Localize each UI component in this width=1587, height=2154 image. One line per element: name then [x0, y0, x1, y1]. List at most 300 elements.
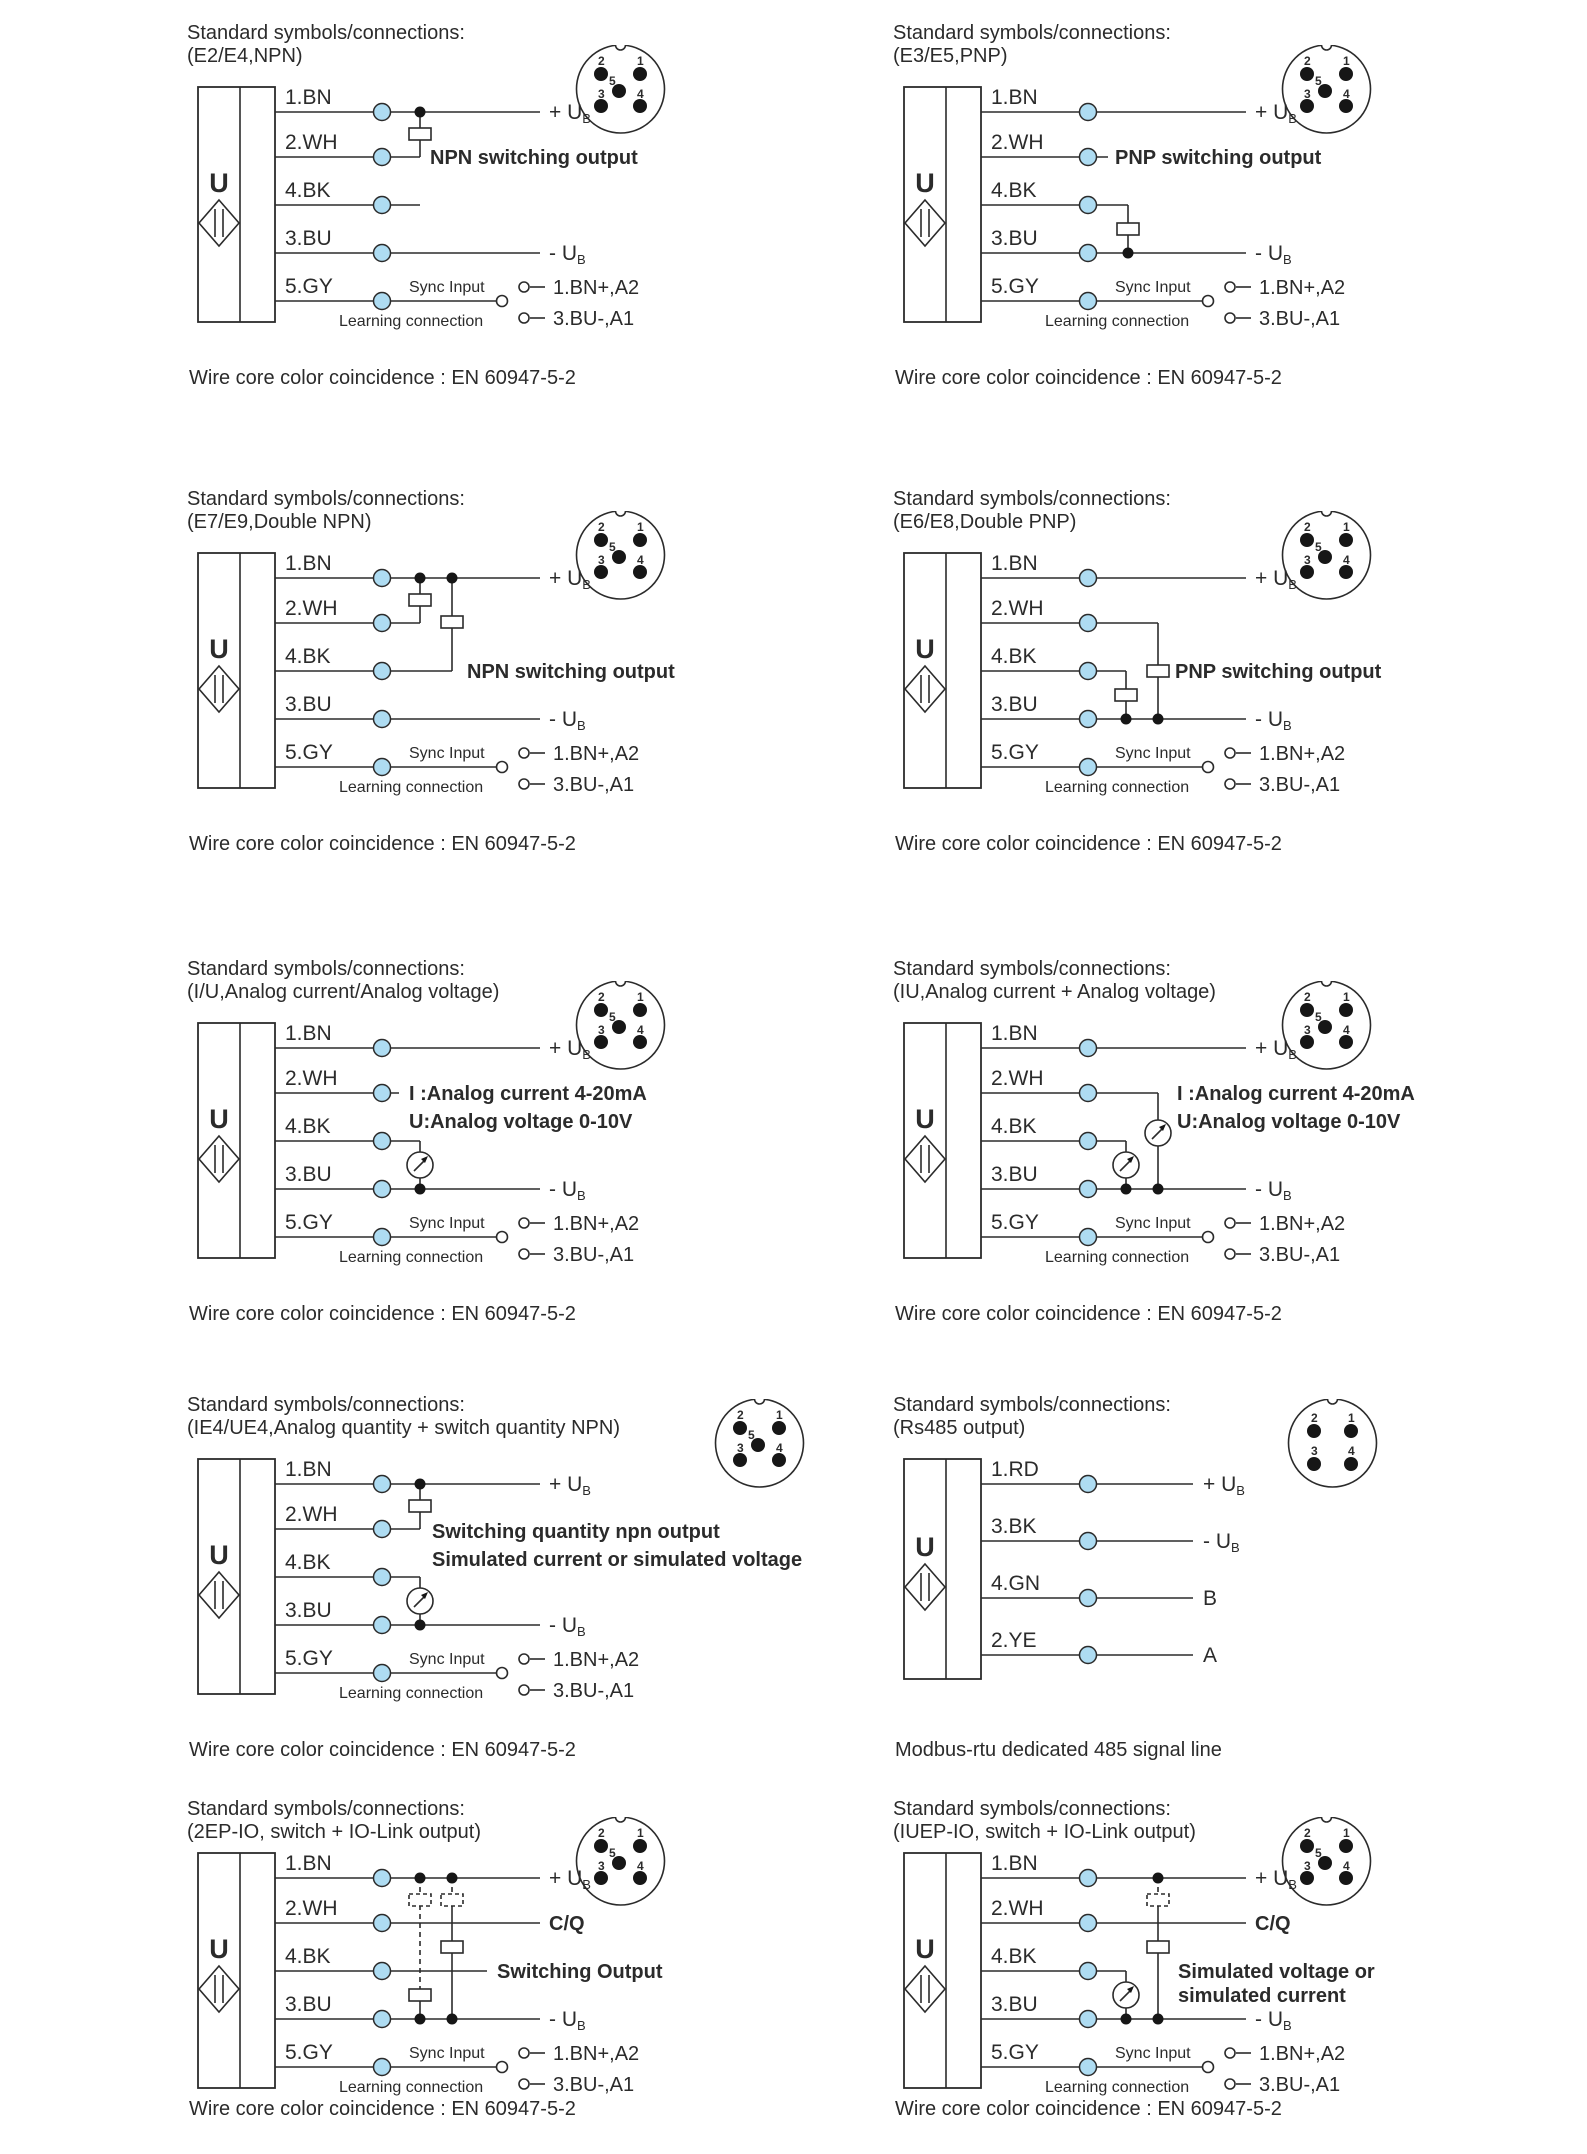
open-terminal	[1203, 762, 1214, 773]
meter-icon	[407, 1588, 433, 1614]
sensor-symbol	[904, 87, 981, 322]
sync-input-label: Sync Input	[409, 279, 485, 296]
terminal-dot	[1080, 711, 1097, 728]
resistor-box	[409, 1500, 431, 1512]
sensor-label: U	[915, 634, 935, 664]
terminal-dot	[374, 1963, 391, 1980]
sync-block	[275, 1211, 639, 1266]
wire-label: 5.GY	[991, 1211, 1039, 1234]
wire-label: 2.WH	[991, 597, 1044, 620]
sync-input-label: Sync Input	[1115, 745, 1191, 762]
wire-label: 4.BK	[285, 1115, 331, 1138]
panel-subtitle: (E7/E9,Double NPN)	[187, 511, 372, 533]
resistor-box-dashed	[441, 1894, 463, 1906]
open-terminal	[519, 2048, 529, 2058]
panel-footer: Wire core color coincidence : EN 60947-5-2	[895, 1303, 1282, 1325]
wire-4gn	[981, 1572, 1193, 1607]
pin-number: 2	[737, 1408, 744, 1422]
panel-footer: Wire core color coincidence : EN 60947-5-2	[895, 833, 1282, 855]
minus-ub-label: - UB	[549, 2008, 586, 2033]
terminal-dot	[1080, 1647, 1097, 1664]
pin-number: 3	[598, 1859, 605, 1873]
plus-ub-label: + UB	[1255, 1867, 1297, 1892]
pin-number: 4	[1343, 1023, 1350, 1037]
sensor-symbol	[198, 1853, 275, 2088]
terminal-dot	[374, 1665, 391, 1682]
plus-ub-label: + UB	[549, 101, 591, 126]
panel-subtitle: (E2/E4,NPN)	[187, 45, 303, 67]
minus-ub-label: - UB	[1203, 1530, 1240, 1555]
open-terminal	[1203, 1232, 1214, 1243]
terminal-dot	[374, 1476, 391, 1493]
sync-target-1: 1.BN+,A2	[553, 2043, 640, 2065]
sensor-label: U	[209, 1540, 229, 1570]
sync-target-2: 3.BU-,A1	[1259, 308, 1341, 330]
panel-iu-analog-plus	[893, 958, 1587, 1398]
sensor-label: U	[209, 634, 229, 664]
wire-3bk	[981, 1515, 1193, 1550]
wire-3bu	[275, 693, 540, 728]
panel-title: Standard symbols/connections:	[893, 22, 1171, 44]
sync-target-1: 1.BN+,A2	[1259, 743, 1346, 765]
panel-rs485	[893, 1394, 1587, 1834]
pin-number: 3	[1311, 1444, 1318, 1458]
pin-number: 4	[637, 1859, 644, 1873]
open-terminal	[1225, 2079, 1235, 2089]
wire-label: 3.BU	[285, 1163, 332, 1186]
terminal-dot	[374, 2059, 391, 2076]
sync-target-2: 3.BU-,A1	[553, 1680, 635, 1702]
sync-target-1: 1.BN+,A2	[1259, 277, 1346, 299]
open-terminal	[519, 748, 529, 758]
meter-icon	[1113, 1152, 1139, 1178]
meter-icon	[1145, 1120, 1171, 1146]
wire-label: 2.WH	[285, 131, 338, 154]
pin-number: 5	[609, 74, 616, 88]
junction-dot	[1153, 1184, 1164, 1195]
open-terminal	[1203, 2062, 1214, 2073]
plus-ub-label: + UB	[549, 1867, 591, 1892]
learning-connection-label: Learning connection	[339, 1249, 484, 1266]
open-terminal	[497, 1232, 508, 1243]
wire-label: 5.GY	[991, 2041, 1039, 2064]
resistor-box	[409, 128, 431, 140]
plus-ub-label: + UB	[1255, 1037, 1297, 1062]
open-terminal	[497, 762, 508, 773]
panel-footer: Wire core color coincidence : EN 60947-5-2	[895, 367, 1282, 389]
junction-dot	[447, 2014, 458, 2025]
panel-subtitle: (2EP-IO, switch + IO-Link output)	[187, 1821, 481, 1843]
sensor-symbol	[904, 1853, 981, 2088]
sync-input-label: Sync Input	[409, 1651, 485, 1668]
sync-block	[275, 1647, 639, 1702]
learning-connection-label: Learning connection	[1045, 1249, 1190, 1266]
wire-label: 1.BN	[991, 552, 1038, 575]
wire-label: 4.BK	[991, 1945, 1037, 1968]
wiring-diagram	[893, 62, 1587, 362]
terminal-dot	[1080, 1533, 1097, 1550]
wire-label: 1.RD	[991, 1458, 1039, 1481]
wire-4bk	[981, 1115, 1126, 1150]
wire-3bu	[275, 227, 540, 262]
pin-number: 4	[1348, 1444, 1355, 1458]
pin-number: 5	[748, 1428, 755, 1442]
wire-label: 4.BK	[285, 645, 331, 668]
sync-block	[981, 2041, 1345, 2096]
wire-label: 2.YE	[991, 1629, 1037, 1652]
pin-number: 4	[1343, 553, 1350, 567]
panel-subtitle: (IU,Analog current + Analog voltage)	[893, 981, 1216, 1003]
wire-label: 4.BK	[285, 1945, 331, 1968]
sensor-symbol	[198, 1459, 275, 1694]
wiring-diagram	[187, 1434, 893, 1734]
panel-footer: Wire core color coincidence : EN 60947-5-2	[189, 833, 576, 855]
terminal-dot	[1080, 293, 1097, 310]
pin-dot-1	[772, 1421, 786, 1435]
wire-4bk	[275, 645, 452, 680]
panel-e7e9-double-npn	[187, 488, 893, 928]
sensor-symbol	[198, 553, 275, 788]
terminal-dot	[374, 1617, 391, 1634]
sync-input-label: Sync Input	[409, 2045, 485, 2062]
panel-iuep-io	[893, 1798, 1587, 2154]
terminal-dot	[1080, 1229, 1097, 1246]
wire-label: 3.BU	[285, 693, 332, 716]
pin-number: 2	[1304, 520, 1311, 534]
wire-2wh	[275, 131, 420, 166]
annotation: PNP switching output	[1115, 147, 1322, 169]
sync-input-label: Sync Input	[409, 1215, 485, 1232]
wiring-diagram	[893, 1828, 1587, 2128]
pin-number: 1	[637, 990, 644, 1004]
wire-2wh	[275, 1067, 399, 1102]
panel-footer: Wire core color coincidence : EN 60947-5-2	[189, 2098, 576, 2120]
cq-label: C/Q	[549, 1913, 585, 1935]
junction-dot	[1121, 714, 1132, 725]
wire-label: 1.BN	[285, 1852, 332, 1875]
open-terminal	[1225, 779, 1235, 789]
wire-1bn	[275, 552, 540, 587]
open-terminal	[1225, 1218, 1235, 1228]
open-terminal	[1203, 296, 1214, 307]
pin-number: 1	[1343, 990, 1350, 1004]
pin-number: 2	[1304, 54, 1311, 68]
wiring-diagram	[893, 1434, 1587, 1734]
annotation: Simulated voltage or	[1178, 1961, 1375, 1983]
open-terminal	[1225, 282, 1235, 292]
sync-block	[981, 1211, 1345, 1266]
sync-target-1: 1.BN+,A2	[553, 277, 640, 299]
wire-4bk	[275, 1115, 420, 1150]
terminal-dot	[374, 1085, 391, 1102]
terminal-dot	[1080, 1181, 1097, 1198]
wire-label: 3.BU	[991, 227, 1038, 250]
minus-ub-label: - UB	[549, 1178, 586, 1203]
terminal-dot	[1080, 1870, 1097, 1887]
panel-ie4ue4	[187, 1394, 893, 1834]
wire-2wh	[981, 1067, 1158, 1102]
wiring-diagram	[187, 62, 893, 362]
wire-2ye	[981, 1629, 1193, 1664]
resistor-box	[441, 1941, 463, 1953]
wire-1bn	[981, 1022, 1246, 1057]
wire-1bn	[275, 86, 540, 121]
wire-label: 4.BK	[285, 179, 331, 202]
analog-meter-component	[1113, 1971, 1139, 2025]
pin-number: 5	[1315, 540, 1322, 554]
terminal-dot	[1080, 2059, 1097, 2076]
wire-label: 5.GY	[285, 2041, 333, 2064]
resistor-box-dashed	[1147, 1894, 1169, 1906]
sync-input-label: Sync Input	[1115, 279, 1191, 296]
open-terminal	[497, 1668, 508, 1679]
panel-title: Standard symbols/connections:	[893, 488, 1171, 510]
panel-title: Standard symbols/connections:	[187, 1394, 465, 1416]
wire-4bk	[275, 179, 420, 214]
wire-label: 5.GY	[285, 275, 333, 298]
terminal-dot	[1080, 1085, 1097, 1102]
wire-label: 5.GY	[285, 1647, 333, 1670]
minus-ub-label: - UB	[1255, 708, 1292, 733]
transducer-icon	[199, 1572, 239, 1618]
pin-number: 5	[609, 1846, 616, 1860]
panel-subtitle: (E3/E5,PNP)	[893, 45, 1008, 67]
junction-dot	[447, 573, 458, 584]
sync-target-1: 1.BN+,A2	[1259, 2043, 1346, 2065]
panel-e2e4-npn	[187, 22, 893, 462]
terminal-dot	[1080, 663, 1097, 680]
open-terminal	[1225, 2048, 1235, 2058]
resistor-box	[441, 616, 463, 628]
pin-number: 3	[598, 553, 605, 567]
annotation: U:Analog voltage 0-10V	[1177, 1111, 1401, 1133]
pin-number: 3	[1304, 1859, 1311, 1873]
sync-block	[981, 275, 1345, 330]
open-terminal	[497, 2062, 508, 2073]
resistor-box	[1147, 1941, 1169, 1953]
junction-dot	[415, 573, 426, 584]
open-terminal	[1225, 313, 1235, 323]
sync-block	[275, 275, 639, 330]
terminal-dot	[1080, 570, 1097, 587]
double-pnp-switch-component	[1115, 623, 1169, 725]
wire-label: 1.BN	[991, 86, 1038, 109]
wire-label: 1.BN	[285, 1458, 332, 1481]
annotation: U:Analog voltage 0-10V	[409, 1111, 633, 1133]
pin-number: 4	[637, 87, 644, 101]
junction-dot	[415, 1184, 426, 1195]
wire-label: 5.GY	[991, 275, 1039, 298]
junction-dot	[415, 107, 426, 118]
minus-ub-label: - UB	[1255, 2008, 1292, 2033]
sync-target-2: 3.BU-,A1	[1259, 2074, 1341, 2096]
npn-switch-component	[409, 1479, 431, 1530]
sensor-symbol	[904, 553, 981, 788]
annotation: Simulated current or simulated voltage	[432, 1549, 803, 1571]
terminal-dot	[374, 663, 391, 680]
wire-4bk	[981, 179, 1128, 214]
terminal-dot	[1080, 1915, 1097, 1932]
wire-label: 2.WH	[285, 1067, 338, 1090]
plus-ub-label: + UB	[1255, 101, 1297, 126]
resistor-box	[1147, 665, 1169, 677]
pin-number: 5	[1315, 74, 1322, 88]
wire-label: 2.WH	[991, 1067, 1044, 1090]
terminal-dot	[374, 1040, 391, 1057]
meter-icon	[1113, 1982, 1139, 2008]
learning-connection-label: Learning connection	[339, 1685, 484, 1702]
sensor-label: U	[915, 1104, 935, 1134]
wire-label: 5.GY	[285, 741, 333, 764]
sync-target-1: 1.BN+,A2	[553, 1213, 640, 1235]
transducer-icon	[905, 666, 945, 712]
wiring-diagram	[187, 1828, 893, 2128]
panel-subtitle: (IE4/UE4,Analog quantity + switch quantity NPN)	[187, 1417, 620, 1439]
sensor-label: U	[209, 1934, 229, 1964]
terminal-dot	[374, 293, 391, 310]
dual-analog-meter-component	[1113, 1093, 1171, 1195]
pin-number: 2	[1304, 990, 1311, 1004]
wire-label: 5.GY	[285, 1211, 333, 1234]
pin-number: 4	[1343, 87, 1350, 101]
wire-label: 2.WH	[991, 1897, 1044, 1920]
junction-dot	[415, 1873, 426, 1884]
meter-icon	[407, 1152, 433, 1178]
pin-number: 5	[1315, 1846, 1322, 1860]
wire-2wh	[275, 1503, 420, 1538]
open-terminal	[519, 282, 529, 292]
wire-3bu	[981, 693, 1246, 728]
panel-e6e8-double-pnp	[893, 488, 1587, 928]
terminal-dot	[1080, 1133, 1097, 1150]
transducer-icon	[199, 1966, 239, 2012]
panel-title: Standard symbols/connections:	[187, 1798, 465, 1820]
panel-subtitle: (E6/E8,Double PNP)	[893, 511, 1077, 533]
transducer-icon	[199, 666, 239, 712]
open-terminal	[519, 779, 529, 789]
pin-number: 3	[1304, 1023, 1311, 1037]
wiring-diagram	[187, 528, 893, 828]
terminal-dot	[374, 149, 391, 166]
npn-switch-component	[409, 107, 431, 158]
wire-2wh	[981, 1897, 1246, 1932]
sync-target-2: 3.BU-,A1	[1259, 1244, 1341, 1266]
wire-label: 3.BU	[991, 1163, 1038, 1186]
junction-dot	[447, 1873, 458, 1884]
io-link-switch-component	[1147, 1873, 1169, 2025]
sensor-label: U	[915, 168, 935, 198]
learning-connection-label: Learning connection	[1045, 779, 1190, 796]
resistor-box-dashed	[409, 1894, 431, 1906]
pin-number: 5	[609, 1010, 616, 1024]
sensor-label: U	[915, 1532, 935, 1562]
minus-ub-label: - UB	[1255, 1178, 1292, 1203]
plus-ub-label: + UB	[1203, 1473, 1245, 1498]
pin-number: 2	[1311, 1411, 1318, 1425]
panel-subtitle: (IUEP-IO, switch + IO-Link output)	[893, 1821, 1196, 1843]
annotation: I :Analog current 4-20mA	[1177, 1083, 1415, 1105]
sensor-label: U	[209, 168, 229, 198]
terminal-dot	[374, 1181, 391, 1198]
terminal-dot	[1080, 1963, 1097, 1980]
wire-label: 3.BU	[285, 1599, 332, 1622]
panel-subtitle: (Rs485 output)	[893, 1417, 1026, 1439]
wire-2wh	[981, 131, 1108, 166]
wire-2wh	[981, 597, 1158, 632]
panel-footer: Wire core color coincidence : EN 60947-5-2	[189, 1303, 576, 1325]
pin-number: 2	[598, 1826, 605, 1840]
wiring-diagram	[893, 998, 1587, 1298]
terminal-dot	[1080, 1476, 1097, 1493]
sensor-symbol	[198, 87, 275, 322]
terminal-dot	[1080, 615, 1097, 632]
pin-number: 1	[637, 54, 644, 68]
open-terminal	[519, 1249, 529, 1259]
wire-label: 4.BK	[991, 1115, 1037, 1138]
terminal-dot	[374, 711, 391, 728]
pin-number: 3	[598, 87, 605, 101]
learning-connection-label: Learning connection	[1045, 313, 1190, 330]
annotation: simulated current	[1178, 1985, 1346, 2007]
analog-meter-component	[407, 1577, 433, 1631]
wire-1bn	[275, 1022, 540, 1057]
wire-label: 1.BN	[285, 86, 332, 109]
signal-b-label: B	[1203, 1587, 1218, 1610]
pin-number: 1	[1343, 520, 1350, 534]
wire-4bk	[275, 1551, 420, 1586]
sync-block	[275, 741, 639, 796]
panel-subtitle: (I/U,Analog current/Analog voltage)	[187, 981, 500, 1003]
wire-1bn	[275, 1458, 540, 1493]
panel-footer: Modbus-rtu dedicated 485 signal line	[895, 1739, 1222, 1761]
pin-number: 1	[637, 520, 644, 534]
transducer-icon	[905, 200, 945, 246]
wire-2wh	[275, 1897, 540, 1932]
double-npn-switch-component	[409, 573, 463, 672]
wire-label: 3.BU	[285, 227, 332, 250]
junction-dot	[1123, 248, 1134, 259]
pin-dot-2	[733, 1421, 747, 1435]
pin-number: 3	[598, 1023, 605, 1037]
sync-target-1: 1.BN+,A2	[1259, 1213, 1346, 1235]
pin-number: 4	[637, 1023, 644, 1037]
terminal-dot	[374, 197, 391, 214]
transducer-icon	[905, 1564, 945, 1610]
wire-3bu	[275, 1993, 540, 2028]
junction-dot	[415, 2014, 426, 2025]
pin-number: 4	[637, 553, 644, 567]
minus-ub-label: - UB	[549, 242, 586, 267]
io-link-switch-component	[409, 1873, 463, 2025]
learning-connection-label: Learning connection	[339, 313, 484, 330]
wire-label: 4.BK	[991, 645, 1037, 668]
junction-dot	[1153, 2014, 1164, 2025]
pin-number: 3	[1304, 87, 1311, 101]
panel-footer: Wire core color coincidence : EN 60947-5-2	[189, 367, 576, 389]
wire-4bk	[981, 645, 1126, 680]
wire-label: 3.BU	[285, 1993, 332, 2016]
panel-title: Standard symbols/connections:	[187, 22, 465, 44]
sync-target-2: 3.BU-,A1	[553, 774, 635, 796]
wire-label: 3.BK	[991, 1515, 1037, 1538]
annotation: PNP switching output	[1175, 661, 1382, 683]
panel-title: Standard symbols/connections:	[187, 488, 465, 510]
terminal-dot	[1080, 149, 1097, 166]
annotation: NPN switching output	[467, 661, 675, 683]
terminal-dot	[374, 1569, 391, 1586]
pin-number: 1	[1348, 1411, 1355, 1425]
learning-connection-label: Learning connection	[339, 779, 484, 796]
